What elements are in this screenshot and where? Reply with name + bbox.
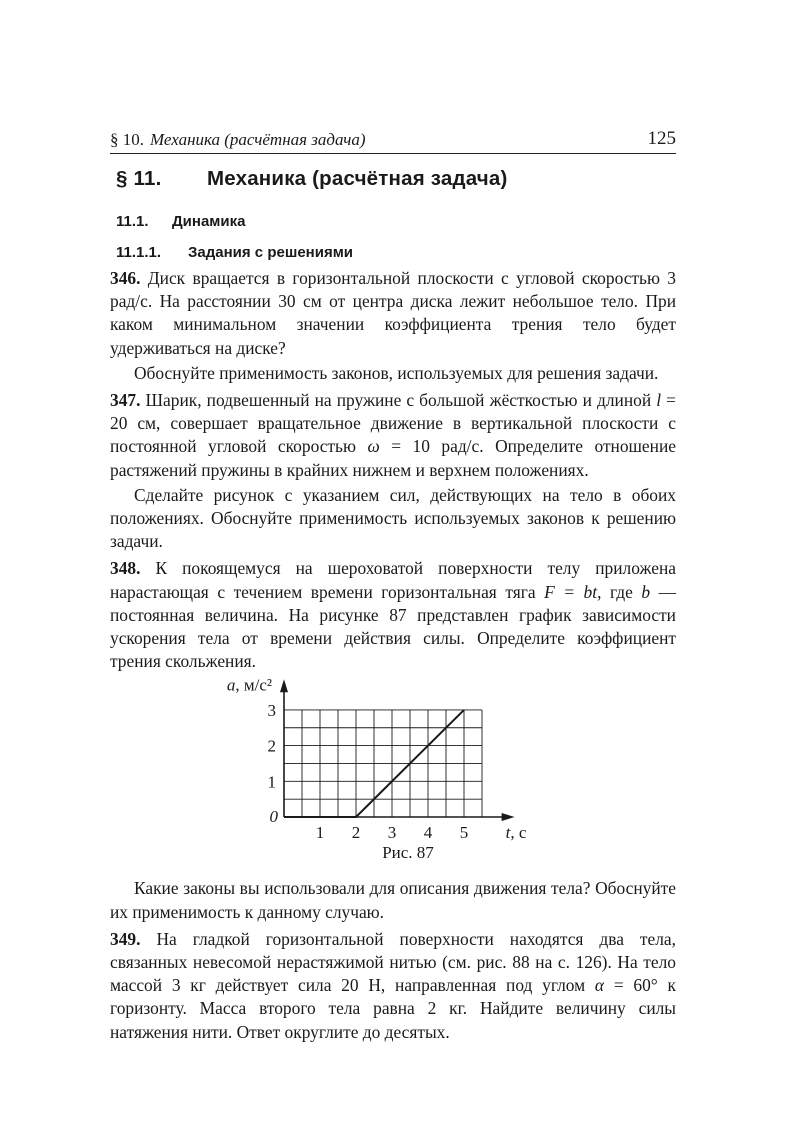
problem-number: 346. [110, 268, 141, 288]
problem-statement: 346. Диск вращается в горизонтальной плоскости с угловой скоростью 3 рад/с. На расстоянии 30 см от центра диска лежит небольшое тело. При каком минимальном значении коэффициента трения тело будет удерживаться на диске? [110, 268, 676, 358]
figure-87 [110, 677, 676, 867]
subsubsection-number: 11.1.1. [116, 244, 162, 261]
x-tick-label: 4 [423, 823, 433, 843]
running-head-title: § 10. Механика (расчётная задача) [110, 130, 366, 149]
math-variable: ω [367, 436, 380, 457]
math-formula: F = bt [544, 581, 598, 602]
running-head-section-mark: § 10. [110, 130, 144, 149]
subsubsection-heading [116, 244, 676, 261]
figure-caption: Рис. 87 [382, 843, 434, 863]
y-tick-label: 2 [267, 737, 276, 757]
problem-statement: 349. На гладкой горизонтальной поверхности находятся два тела, связанных невесомой нерастяжимой нитью (см. рис. 88 на с. 126). На тело массой 3 кг действует сила 20 Н, направленная под углом α = 60° к горизонту. Масса второго тела равна 2 кг. Найдите величину силы натяжения нити. Ответ округлите до десятых. [110, 928, 676, 1042]
problem-348 [110, 557, 676, 923]
problem-statement: 347. Шарик, подвешенный на пружине с большой жёсткостью и длиной l = 20 см, совершает вращательное движение в вертикальной плоскости с постоянной угловой скоростью ω = 10 рад/с. Определите отношение растяжений пружины в крайних нижнем и верхнем положениях. [110, 390, 676, 480]
problem-note: Сделайте рисунок с указанием сил, действующих на тело в обоих положениях. Обоснуйте применимость используемых законов к решению задачи. [110, 484, 676, 552]
x-tick-label: 1 [315, 823, 325, 843]
y-axis-arrow-icon [280, 680, 288, 693]
subsection-title: Динамика [172, 213, 246, 230]
y-tick-label: 3 [267, 701, 276, 721]
running-head [110, 126, 676, 154]
problem-number: 347. [110, 390, 141, 411]
section-title: Механика (расчётная задача) [207, 167, 508, 190]
problem-number: 349. [110, 928, 141, 949]
acceleration-time-graph [110, 677, 676, 847]
x-axis-arrow-icon [502, 813, 515, 821]
problem-349 [110, 928, 676, 1044]
page-number: 125 [647, 128, 676, 149]
section-heading [116, 167, 676, 191]
origin-label: 0 [269, 807, 278, 827]
x-tick-label: 3 [387, 823, 397, 843]
book-page [110, 126, 676, 1044]
problem-note: Какие законы вы использовали для описания движения тела? Обоснуйте их применимость к данному случаю. [110, 878, 676, 922]
math-variable: b [641, 581, 651, 602]
x-axis-label: t, с [505, 823, 527, 843]
x-tick-label: 2 [351, 823, 361, 843]
y-axis-label: a, м/с² [226, 677, 272, 695]
y-tick-label: 1 [267, 772, 276, 792]
math-variable: α [594, 975, 605, 996]
problem-number: 348. [110, 558, 141, 579]
problem-346 [110, 267, 676, 385]
subsection-number: 11.1. [116, 213, 149, 230]
chart-grid [284, 710, 482, 817]
x-tick-label: 5 [459, 823, 469, 843]
problem-347 [110, 389, 676, 553]
problem-statement: 348. К покоящемуся на шероховатой поверхности телу приложена нарастающая с течением времени горизонтальная тяга F = bt, где b — постоянная величина. На рисунке 87 представлен график зависимости ускорения тела от времени действия силы. Определите коэффициент трения скольжения. [110, 558, 676, 672]
section-number: § 11. [116, 167, 162, 190]
subsection-heading [116, 213, 676, 230]
problem-note: Обоснуйте применимость законов, используемых для решения задачи. [134, 362, 659, 383]
subsubsection-title: Задания с решениями [188, 244, 354, 261]
math-variable: l [656, 390, 662, 411]
